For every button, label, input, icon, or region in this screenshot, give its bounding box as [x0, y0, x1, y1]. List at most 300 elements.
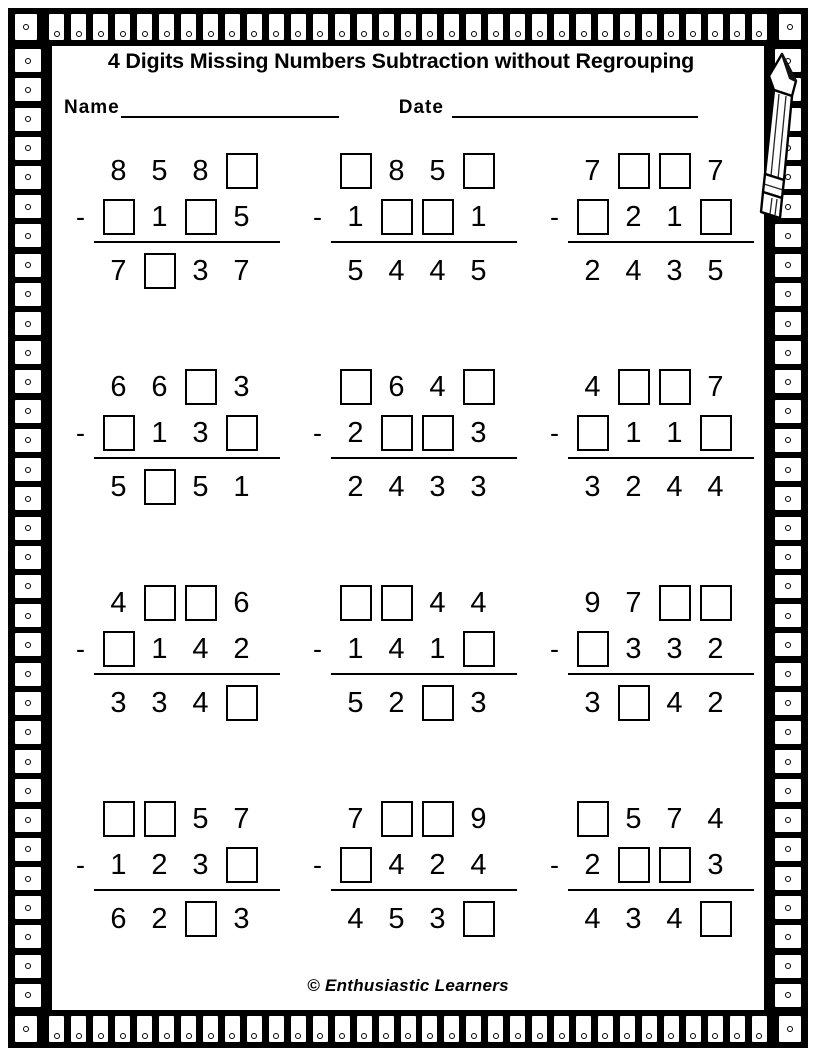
perforation-dot	[251, 1033, 257, 1039]
missing-number-box[interactable]	[98, 796, 139, 842]
digit: 4	[470, 586, 487, 619]
digit: 3	[470, 416, 487, 449]
answer-box[interactable]	[618, 369, 650, 405]
digit-group	[335, 842, 499, 888]
answer-box[interactable]	[618, 153, 650, 189]
subtrahend-row	[313, 842, 499, 888]
digit: 1	[666, 416, 683, 449]
answer-box[interactable]	[422, 685, 454, 721]
missing-number-box[interactable]	[180, 364, 221, 410]
subtraction-problem	[526, 796, 763, 942]
perforation-dot	[537, 1033, 543, 1039]
digit: 1	[233, 470, 250, 503]
digit: 5	[192, 470, 209, 503]
answer-box[interactable]	[103, 415, 135, 451]
digit: 2	[625, 200, 642, 233]
border-perforation	[773, 106, 803, 133]
name-input-line[interactable]	[121, 101, 339, 118]
perforation-dot	[25, 145, 31, 151]
digit: 2	[347, 470, 364, 503]
digit: 2	[625, 470, 642, 503]
answer-box[interactable]	[185, 369, 217, 405]
missing-number-box[interactable]	[613, 364, 654, 410]
digit: 3	[192, 848, 209, 881]
answer-box[interactable]	[422, 199, 454, 235]
perforation-dot	[25, 87, 31, 93]
digit: 7	[233, 254, 250, 287]
minuend-row	[313, 796, 499, 842]
digit: 5	[233, 200, 250, 233]
subtrahend-row	[550, 626, 736, 672]
digit-group	[572, 148, 736, 194]
equation-bar	[94, 673, 280, 675]
missing-number-box[interactable]	[417, 680, 458, 726]
border-perforation	[47, 12, 66, 42]
missing-number-box[interactable]	[417, 194, 458, 240]
border-perforation	[13, 923, 43, 950]
missing-number-box[interactable]	[180, 194, 221, 240]
missing-number-box[interactable]	[458, 148, 499, 194]
perforation-dot	[54, 1033, 60, 1039]
digit: 7	[666, 802, 683, 835]
perforation-dot	[602, 31, 608, 37]
digit-group	[335, 194, 499, 240]
border-perforation	[442, 1014, 461, 1044]
difference-row	[550, 464, 736, 510]
answer-box[interactable]	[577, 199, 609, 235]
minuend-row	[550, 796, 736, 842]
missing-number-box[interactable]	[572, 796, 613, 842]
border-perforation	[773, 631, 803, 658]
subtrahend-row	[313, 626, 499, 672]
perforation-dot	[25, 291, 31, 297]
digit: 4	[388, 848, 405, 881]
answer-box[interactable]	[381, 199, 413, 235]
answer-box[interactable]	[700, 901, 732, 937]
border-perforation	[773, 515, 803, 542]
missing-number-box[interactable]	[695, 896, 736, 942]
perforation-dot	[471, 31, 477, 37]
border-perforation	[508, 1014, 527, 1044]
answer-box[interactable]	[144, 469, 176, 505]
subtraction-problem	[52, 364, 289, 580]
perforation-dot	[25, 817, 31, 823]
difference-row	[313, 896, 499, 942]
missing-number-box[interactable]	[139, 580, 180, 626]
minuend-row	[313, 148, 499, 194]
border-perforation	[113, 12, 132, 42]
problem-row	[52, 364, 764, 580]
minuend-row	[313, 364, 499, 410]
border-perforation	[596, 1014, 615, 1044]
perforation-dot	[317, 31, 323, 37]
perforation-dot	[785, 379, 791, 385]
perforation-dot	[785, 554, 791, 560]
digit: 3	[192, 254, 209, 287]
perforation-dot	[164, 1033, 170, 1039]
border-perforation	[773, 661, 803, 688]
perforation-dot	[785, 321, 791, 327]
difference-row	[76, 248, 262, 294]
answer-box[interactable]	[463, 153, 495, 189]
perforation-dot	[668, 1033, 674, 1039]
perforation-dot	[295, 1033, 301, 1039]
missing-number-box[interactable]	[139, 796, 180, 842]
border-perforation	[773, 748, 803, 775]
digit: 2	[584, 254, 601, 287]
missing-number-box[interactable]	[695, 194, 736, 240]
border-perforation	[377, 1014, 396, 1044]
border-perforation	[201, 12, 220, 42]
subtrahend-row	[550, 194, 736, 240]
missing-number-box[interactable]	[417, 796, 458, 842]
border-perforation	[333, 1014, 352, 1044]
perforation-dot	[186, 1033, 192, 1039]
missing-number-box[interactable]	[613, 680, 654, 726]
perforation-dot	[25, 467, 31, 473]
perforation-dot	[25, 174, 31, 180]
missing-number-box[interactable]	[221, 680, 262, 726]
missing-number-box[interactable]	[376, 194, 417, 240]
answer-box[interactable]	[463, 901, 495, 937]
missing-number-box[interactable]	[221, 148, 262, 194]
digit-group	[335, 464, 499, 510]
perforation-dot	[785, 992, 791, 998]
perforation-dot	[25, 671, 31, 677]
border-perforation	[773, 865, 803, 892]
digit-group	[98, 896, 262, 942]
border-perforation	[773, 222, 803, 249]
digit: 4	[110, 586, 127, 619]
border-perforation	[289, 12, 308, 42]
border-perforation	[13, 427, 43, 454]
missing-number-box[interactable]	[98, 626, 139, 672]
missing-number-box[interactable]	[98, 194, 139, 240]
border-perforation	[552, 1014, 571, 1044]
equation-bar	[331, 673, 517, 675]
border-perforation	[618, 12, 637, 42]
border-perforation	[773, 953, 803, 980]
subtraction-problem	[526, 364, 763, 580]
subtrahend-row	[76, 194, 262, 240]
missing-number-box[interactable]	[613, 842, 654, 888]
answer-box[interactable]	[226, 415, 258, 451]
missing-number-box[interactable]	[221, 842, 262, 888]
answer-box[interactable]	[618, 685, 650, 721]
border-perforation	[777, 12, 803, 42]
answer-box[interactable]	[340, 369, 372, 405]
border-perforation	[728, 12, 747, 42]
digit: 4	[584, 370, 601, 403]
perforation-dot	[785, 788, 791, 794]
answer-box[interactable]	[422, 801, 454, 837]
digit-group	[98, 680, 262, 726]
answer-box[interactable]	[463, 369, 495, 405]
border-perforation	[530, 1014, 549, 1044]
border-perforation	[179, 12, 198, 42]
border-perforation	[773, 427, 803, 454]
missing-number-box[interactable]	[376, 410, 417, 456]
missing-number-box[interactable]	[376, 580, 417, 626]
answer-box[interactable]	[659, 153, 691, 189]
perforation-dot	[785, 876, 791, 882]
answer-box[interactable]	[700, 585, 732, 621]
perforation-dot	[405, 1033, 411, 1039]
perforation-dot	[785, 262, 791, 268]
digit: 5	[388, 902, 405, 935]
border-perforation	[13, 690, 43, 717]
answer-box[interactable]	[185, 199, 217, 235]
border-perforation	[223, 1014, 242, 1044]
border-perforation	[333, 12, 352, 42]
missing-number-box[interactable]	[695, 410, 736, 456]
border-perforation	[773, 368, 803, 395]
perforation-dot	[785, 905, 791, 911]
digit: 5	[429, 154, 446, 187]
missing-number-box[interactable]	[654, 842, 695, 888]
border-perforation	[13, 106, 43, 133]
digit: 1	[470, 200, 487, 233]
perforation-dot	[25, 204, 31, 210]
problem-row	[52, 148, 764, 364]
perforation-dot	[449, 1033, 455, 1039]
digit: 6	[388, 370, 405, 403]
border-perforation	[13, 515, 43, 542]
perforation-dot	[581, 1033, 587, 1039]
digit-group	[335, 796, 499, 842]
border-perforation	[91, 1014, 110, 1044]
perforation-dot	[785, 525, 791, 531]
perforation-dot	[785, 350, 791, 356]
answer-box[interactable]	[381, 801, 413, 837]
answer-box[interactable]	[577, 415, 609, 451]
answer-box[interactable]	[103, 199, 135, 235]
missing-number-box[interactable]	[335, 580, 376, 626]
missing-number-box[interactable]	[654, 364, 695, 410]
missing-number-box[interactable]	[221, 410, 262, 456]
border-perforation	[91, 12, 110, 42]
border-perforation	[289, 1014, 308, 1044]
digit-group	[572, 626, 736, 672]
answer-box[interactable]	[659, 847, 691, 883]
missing-number-box[interactable]	[458, 364, 499, 410]
subtrahend-row	[313, 194, 499, 240]
perforation-dot	[25, 525, 31, 531]
perforation-dot	[690, 31, 696, 37]
missing-number-box[interactable]	[98, 410, 139, 456]
perforation-dot	[25, 729, 31, 735]
perforation-dot	[25, 408, 31, 414]
border-perforation	[684, 1014, 703, 1044]
answer-box[interactable]	[659, 369, 691, 405]
border-perforation	[486, 12, 505, 42]
answer-box[interactable]	[700, 415, 732, 451]
border-perforation	[13, 47, 43, 74]
border-perforation	[773, 193, 803, 220]
missing-number-box[interactable]	[572, 626, 613, 672]
border-perforation	[773, 836, 803, 863]
perforation-dot	[361, 1033, 367, 1039]
answer-box[interactable]	[226, 847, 258, 883]
digit-group	[98, 796, 262, 842]
answer-box[interactable]	[103, 631, 135, 667]
border-perforation	[13, 339, 43, 366]
page-title: 4 Digits Missing Numbers Subtraction without Regrouping	[107, 49, 695, 73]
minus-operator: -	[550, 634, 559, 664]
missing-number-box[interactable]	[572, 194, 613, 240]
digit: 3	[666, 632, 683, 665]
border-perforation	[464, 1014, 483, 1044]
subtraction-problem	[289, 148, 526, 364]
subtrahend-row	[550, 842, 736, 888]
minus-operator: -	[76, 634, 85, 664]
missing-number-box[interactable]	[335, 148, 376, 194]
answer-box[interactable]	[185, 585, 217, 621]
missing-number-box[interactable]	[572, 410, 613, 456]
digit: 8	[110, 154, 127, 187]
perforation-dot	[785, 496, 791, 502]
missing-number-box[interactable]	[417, 410, 458, 456]
answer-box[interactable]	[185, 901, 217, 937]
digit: 4	[429, 254, 446, 287]
perforation-dot	[25, 116, 31, 122]
answer-box[interactable]	[144, 253, 176, 289]
answer-box[interactable]	[700, 199, 732, 235]
missing-number-box[interactable]	[376, 796, 417, 842]
perforation-dot	[712, 1033, 718, 1039]
answer-box[interactable]	[381, 585, 413, 621]
answer-box[interactable]	[381, 415, 413, 451]
answer-box[interactable]	[144, 585, 176, 621]
answer-box[interactable]	[618, 847, 650, 883]
perforation-dot	[361, 31, 367, 37]
missing-number-box[interactable]	[180, 580, 221, 626]
missing-number-box[interactable]	[458, 896, 499, 942]
answer-box[interactable]	[226, 685, 258, 721]
equation-bar	[94, 457, 280, 459]
digit: 6	[110, 902, 127, 935]
minus-operator: -	[550, 418, 559, 448]
answer-box[interactable]	[422, 415, 454, 451]
border-perforation	[13, 865, 43, 892]
missing-number-box[interactable]	[335, 364, 376, 410]
difference-row	[550, 248, 736, 294]
border-perforation	[706, 12, 725, 42]
answer-box[interactable]	[659, 585, 691, 621]
answer-box[interactable]	[340, 153, 372, 189]
answer-box[interactable]	[144, 801, 176, 837]
border-perforation	[773, 602, 803, 629]
border-perforation	[13, 544, 43, 571]
digit: 5	[707, 254, 724, 287]
answer-box[interactable]	[463, 631, 495, 667]
digit-group	[98, 194, 262, 240]
border-perforation	[13, 748, 43, 775]
problem-row	[52, 796, 764, 942]
perforation-dot	[25, 233, 31, 239]
digit: 3	[470, 470, 487, 503]
answer-box[interactable]	[226, 153, 258, 189]
minus-operator: -	[550, 202, 559, 232]
answer-box[interactable]	[340, 847, 372, 883]
digit-group	[98, 464, 262, 510]
border-perforation	[13, 836, 43, 863]
minuend-row	[550, 148, 736, 194]
minus-operator: -	[313, 418, 322, 448]
border-perforation	[773, 398, 803, 425]
digit: 5	[151, 154, 168, 187]
answer-box[interactable]	[340, 585, 372, 621]
perforation-dot	[785, 87, 791, 93]
missing-number-box[interactable]	[695, 580, 736, 626]
border-perforation	[13, 485, 43, 512]
digit: 4	[707, 470, 724, 503]
digit-group	[98, 148, 262, 194]
border-perforation	[113, 1014, 132, 1044]
missing-number-box[interactable]	[458, 626, 499, 672]
border-perforation	[552, 12, 571, 42]
border-perforation	[420, 12, 439, 42]
perforation-dot	[785, 817, 791, 823]
missing-number-box[interactable]	[139, 464, 180, 510]
digit: 4	[666, 686, 683, 719]
digit-group	[335, 364, 499, 410]
perforation-dot	[515, 31, 521, 37]
minus-operator: -	[313, 202, 322, 232]
problem-grid	[52, 148, 764, 942]
perforation-dot	[734, 31, 740, 37]
subtraction-problem	[526, 148, 763, 364]
date-input-line[interactable]	[452, 101, 698, 118]
perforation-dot	[785, 729, 791, 735]
perforation-dot	[25, 934, 31, 940]
missing-number-box[interactable]	[180, 896, 221, 942]
answer-box[interactable]	[577, 631, 609, 667]
missing-number-box[interactable]	[613, 148, 654, 194]
border-perforation	[773, 923, 803, 950]
border-perforation	[355, 1014, 374, 1044]
border-perforation	[355, 12, 374, 42]
subtraction-problem	[52, 148, 289, 364]
digit: 1	[429, 632, 446, 665]
digit: 3	[151, 686, 168, 719]
missing-number-box[interactable]	[335, 842, 376, 888]
border-perforation	[13, 135, 43, 162]
digit: 5	[192, 802, 209, 835]
answer-box[interactable]	[103, 801, 135, 837]
border-perforation	[530, 12, 549, 42]
answer-box[interactable]	[577, 801, 609, 837]
missing-number-box[interactable]	[654, 148, 695, 194]
perforation-dot	[785, 963, 791, 969]
perforation-dot	[273, 1033, 279, 1039]
digit-group	[572, 796, 736, 842]
digit-group	[572, 896, 736, 942]
missing-number-box[interactable]	[139, 248, 180, 294]
border-perforation	[13, 719, 43, 746]
digit: 2	[388, 686, 405, 719]
perforation-dot	[142, 31, 148, 37]
subtraction-problem	[52, 580, 289, 796]
missing-number-box[interactable]	[654, 580, 695, 626]
border-perforation	[13, 164, 43, 191]
perforation-dot	[208, 31, 214, 37]
perforation-dot	[186, 31, 192, 37]
subtraction-problem	[289, 796, 526, 942]
equation-bar	[331, 889, 517, 891]
border-perforation	[777, 1014, 803, 1044]
digit: 2	[429, 848, 446, 881]
